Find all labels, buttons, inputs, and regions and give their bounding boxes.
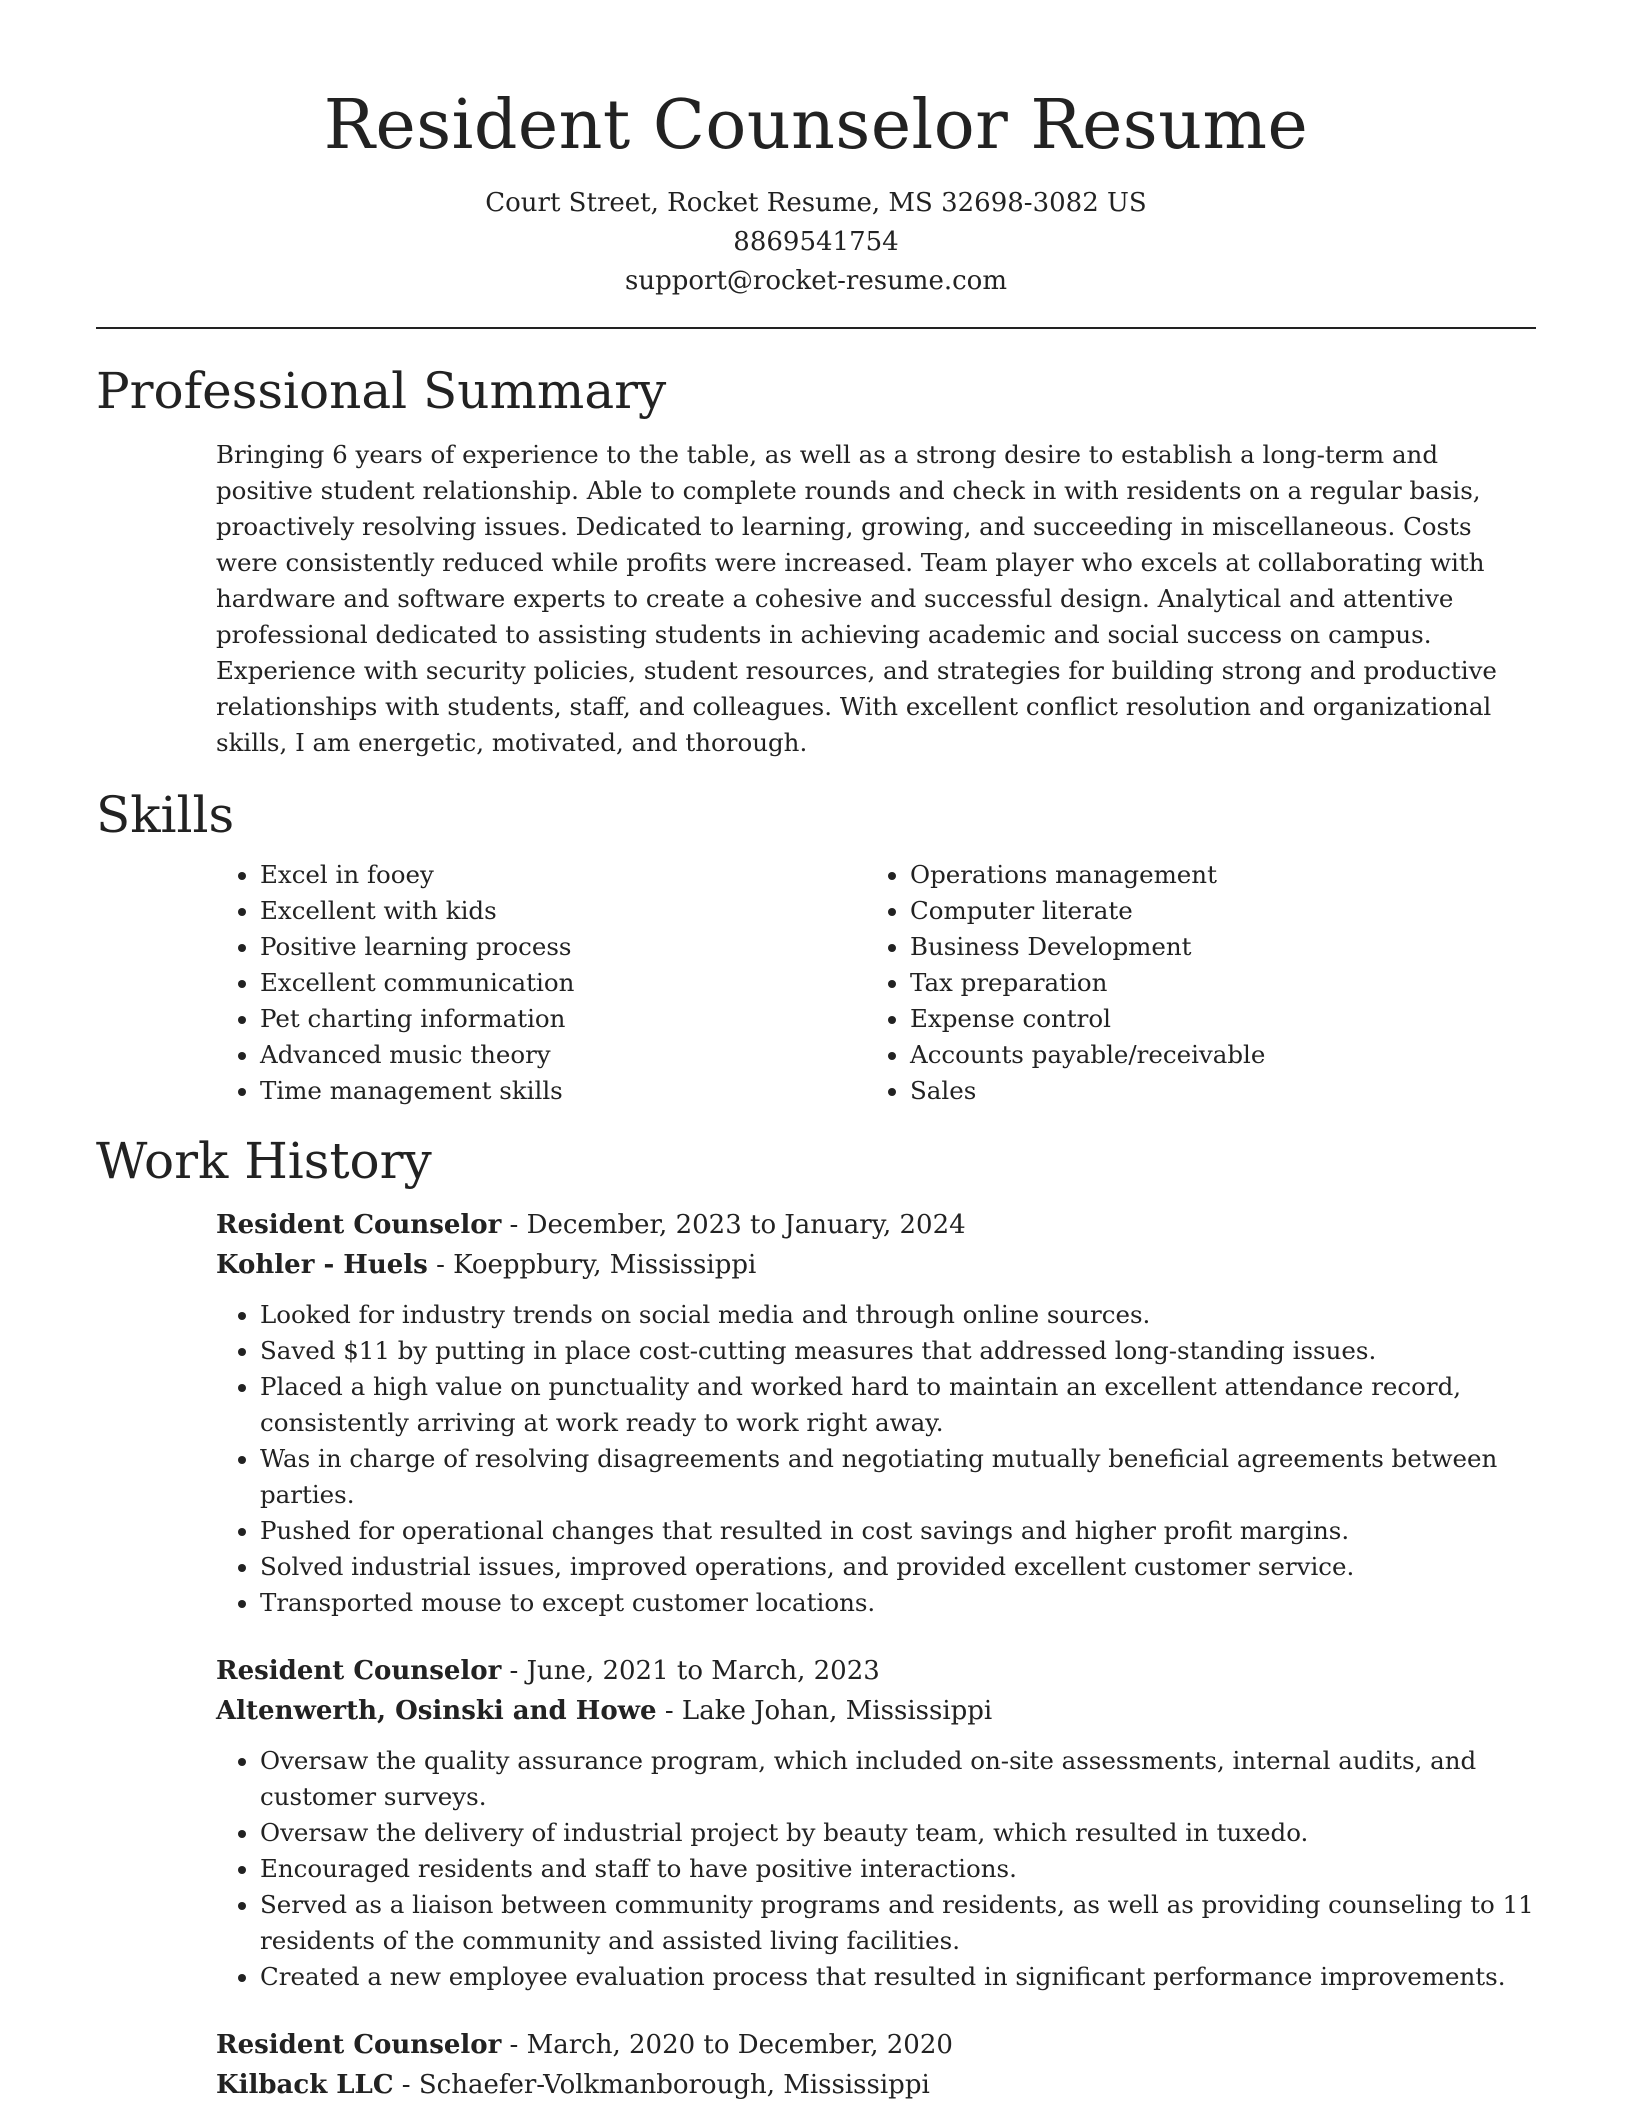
summary-text: Bringing 6 years of experience to the table, as well as a strong desire to establish a long-term and positive student relationship. Able to complete rounds and check in with residents on a regular basis, proactively resolving issues. Dedicated to learning, growing, and succeeding in miscellaneous. Costs were consistently reduced while profits were increased. Team player who excels at collaborating with hardware and software experts to create a cohesive and successful design. Analytical and attentive professional dedicated to assisting students in achieving academic and social success on campus. Experience with security policies, student resources, and strategies for building strong and productive relationships with students, staff, and colleagues. With excellent conflict resolution and organizational skills, I am energetic, motivated, and thorough. <box>216 440 1497 757</box>
skill-item: • Business Development <box>910 929 1516 965</box>
skills-list <box>216 857 1536 1109</box>
skill-item: • Computer literate <box>910 893 1516 929</box>
skill-item: • Expense control <box>910 1001 1516 1037</box>
job-entry <box>216 1205 1536 1621</box>
job-title-line <box>216 2025 1536 2065</box>
contact-block <box>96 184 1536 301</box>
job-bullet: • Saved $11 by putting in place cost-cutting measures that addressed long-standing issues. <box>260 1333 1536 1369</box>
skill-item: • Sales <box>910 1073 1516 1109</box>
job-bullets <box>216 1297 1536 1621</box>
job-entry <box>216 2025 1536 2105</box>
header-divider <box>96 327 1536 329</box>
skill-item: • Positive learning process <box>260 929 866 965</box>
job-bullet: • Placed a high value on punctuality and worked hard to maintain an excellent attendance record, consistently arriving at work ready to work right away. <box>260 1369 1536 1441</box>
job-dates: - December, 2023 to January, 2024 <box>501 1210 966 1240</box>
job-dates: - March, 2020 to December, 2020 <box>501 2030 953 2060</box>
work-history-heading: Work History <box>96 1132 432 1190</box>
job-company-line <box>216 1245 1536 1285</box>
resume-header <box>96 0 1536 301</box>
job-bullet: • Created a new employee evaluation process that resulted in significant performance improvements. <box>260 1959 1536 1995</box>
job-bullet: • Looked for industry trends on social media and through online sources. <box>260 1297 1536 1333</box>
job-company: Altenwerth, Osinski and Howe <box>216 1696 657 1726</box>
skills-column-left <box>216 857 866 1109</box>
address: Court Street, Rocket Resume, MS 32698-3082 US <box>485 188 1147 218</box>
job-company: Kilback LLC <box>216 2070 394 2100</box>
job-role: Resident Counselor <box>216 2030 502 2060</box>
skill-item: • Excel in fooey <box>260 857 866 893</box>
job-title-line <box>216 1205 1536 1245</box>
skill-item: • Excellent communication <box>260 965 866 1001</box>
job-title-line <box>216 1651 1536 1691</box>
skill-item: • Time management skills <box>260 1073 866 1109</box>
skill-item: • Excellent with kids <box>260 893 866 929</box>
job-bullet: • Encouraged residents and staff to have positive interactions. <box>260 1851 1536 1887</box>
job-bullet: • Pushed for operational changes that resulted in cost savings and higher profit margins. <box>260 1513 1536 1549</box>
job-role: Resident Counselor <box>216 1656 502 1686</box>
job-company-line <box>216 2065 1536 2105</box>
job-dates: - June, 2021 to March, 2023 <box>501 1656 880 1686</box>
job-role: Resident Counselor <box>216 1210 502 1240</box>
summary-heading: Professional Summary <box>96 362 667 420</box>
resume-title: Resident Counselor Resume <box>323 86 1309 165</box>
job-bullets <box>216 1743 1536 1995</box>
job-company-line <box>216 1691 1536 1731</box>
job-bullet: • Was in charge of resolving disagreements and negotiating mutually beneficial agreements between parties. <box>260 1441 1536 1513</box>
skill-item: • Advanced music theory <box>260 1037 866 1073</box>
skills-column-right <box>866 857 1516 1109</box>
email: support@rocket-resume.com <box>624 266 1007 296</box>
skill-item: • Accounts payable/receivable <box>910 1037 1516 1073</box>
skill-item: • Tax preparation <box>910 965 1516 1001</box>
skill-item: • Pet charting information <box>260 1001 866 1037</box>
job-bullet: • Served as a liaison between community programs and residents, as well as providing counseling to 11 residents of the community and assisted living facilities. <box>260 1887 1536 1959</box>
skills-heading: Skills <box>96 786 235 844</box>
job-bullet: • Solved industrial issues, improved operations, and provided excellent customer service. <box>260 1549 1536 1585</box>
job-bullet: • Oversaw the delivery of industrial project by beauty team, which resulted in tuxedo. <box>260 1815 1536 1851</box>
job-location: - Schaefer-Volkmanborough, Mississippi <box>393 2070 930 2100</box>
skill-item: • Operations management <box>910 857 1516 893</box>
job-company: Kohler - Huels <box>216 1250 428 1280</box>
job-location: - Lake Johan, Mississippi <box>656 1696 993 1726</box>
job-location: - Koeppbury, Mississippi <box>427 1250 757 1280</box>
job-entry <box>216 1651 1536 1995</box>
job-bullet: • Oversaw the quality assurance program, which included on-site assessments, internal audits, and customer surveys. <box>260 1743 1536 1815</box>
job-bullet: • Transported mouse to except customer locations. <box>260 1585 1536 1621</box>
phone: 8869541754 <box>733 227 899 257</box>
